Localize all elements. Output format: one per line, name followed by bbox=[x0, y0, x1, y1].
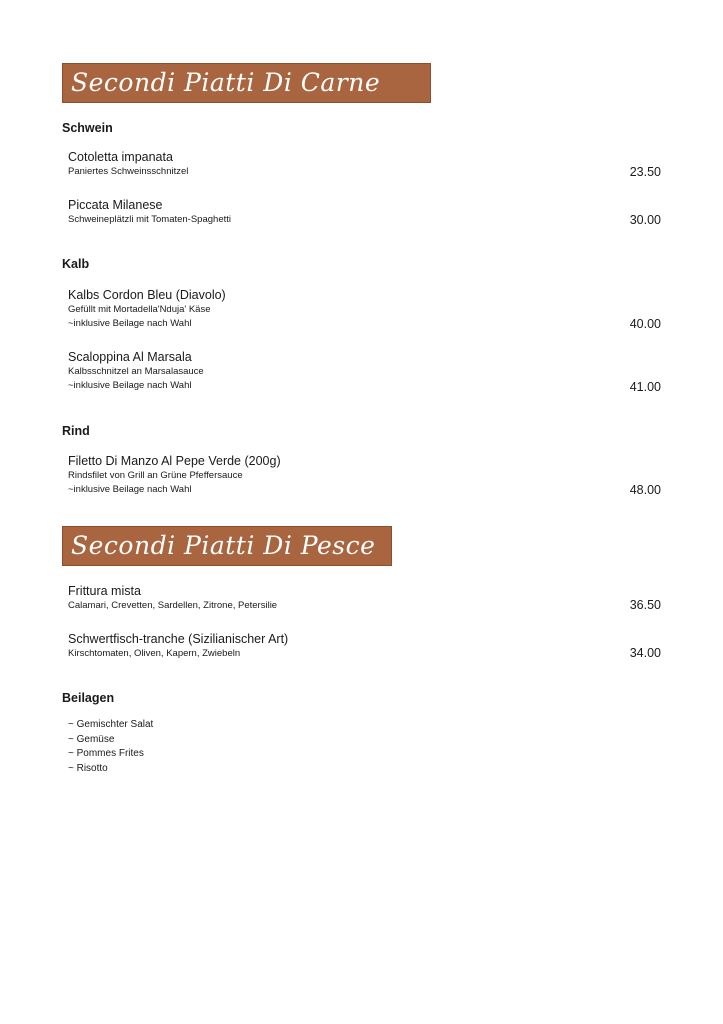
menu-item-price: 34.00 bbox=[629, 646, 661, 660]
menu-item-price: 30.00 bbox=[629, 213, 661, 227]
menu-item-price: 48.00 bbox=[629, 483, 661, 497]
menu-item-name: Schwertfisch-tranche (Sizilianischer Art) bbox=[68, 632, 289, 646]
menu-item-price: 41.00 bbox=[629, 380, 661, 394]
menu-item-description: Schweineplätzli mit Tomaten-Spaghetti bbox=[68, 214, 231, 225]
menu-item-description: Gefüllt mit Mortadella'Nduja' Käse bbox=[68, 304, 211, 315]
section-title-pesce: Secondi Piatti Di Pesce bbox=[62, 526, 392, 566]
menu-item-description: Calamari, Crevetten, Sardellen, Zitrone, Petersilie bbox=[68, 600, 278, 611]
side-dish-list bbox=[68, 718, 153, 776]
side-dish-item: ~ Pommes Frites bbox=[68, 748, 144, 759]
category-heading-kalb: Kalb bbox=[62, 257, 90, 271]
category-heading-schwein: Schwein bbox=[62, 121, 113, 135]
menu-item-name: Cotoletta impanata bbox=[68, 150, 173, 164]
menu-item-name: Frittura mista bbox=[68, 584, 141, 598]
section-title-carne: Secondi Piatti Di Carne bbox=[62, 63, 431, 103]
menu-item-price: 36.50 bbox=[629, 598, 661, 612]
menu-item bbox=[68, 149, 668, 179]
menu-item-description: ~inklusive Beilage nach Wahl bbox=[68, 318, 192, 329]
menu-item-description: Kalbsschnitzel an Marsalasauce bbox=[68, 366, 204, 377]
side-dish-item: ~ Risotto bbox=[68, 762, 108, 774]
menu-item-description: Rindsfilet von Grill an Grüne Pfeffersauce bbox=[68, 470, 243, 481]
menu-item-name: Filetto Di Manzo Al Pepe Verde (200g) bbox=[68, 454, 281, 468]
menu-item bbox=[68, 349, 668, 393]
menu-item bbox=[68, 583, 668, 613]
menu-item-name: Piccata Milanese bbox=[68, 198, 163, 212]
menu-item bbox=[68, 453, 668, 497]
menu-item-description: Kirschtomaten, Oliven, Kapern, Zwiebeln bbox=[68, 648, 241, 659]
menu-item-price: 23.50 bbox=[629, 165, 661, 179]
side-dish-item: ~ Gemischter Salat bbox=[68, 719, 154, 730]
menu-item-description: ~inklusive Beilage nach Wahl bbox=[68, 484, 192, 495]
category-heading-beilagen: Beilagen bbox=[62, 691, 115, 705]
menu-item-description: Paniertes Schweinsschnitzel bbox=[68, 166, 189, 177]
menu-item-price: 40.00 bbox=[629, 317, 661, 331]
menu-item bbox=[68, 631, 668, 661]
menu-item-name: Scaloppina Al Marsala bbox=[68, 350, 192, 364]
side-dish-item: ~ Gemüse bbox=[68, 733, 115, 745]
menu-item-name: Kalbs Cordon Bleu (Diavolo) bbox=[68, 288, 226, 302]
menu-item-description: ~inklusive Beilage nach Wahl bbox=[68, 380, 192, 391]
menu-item bbox=[68, 197, 668, 227]
category-heading-rind: Rind bbox=[62, 424, 90, 438]
menu-item bbox=[68, 287, 668, 331]
